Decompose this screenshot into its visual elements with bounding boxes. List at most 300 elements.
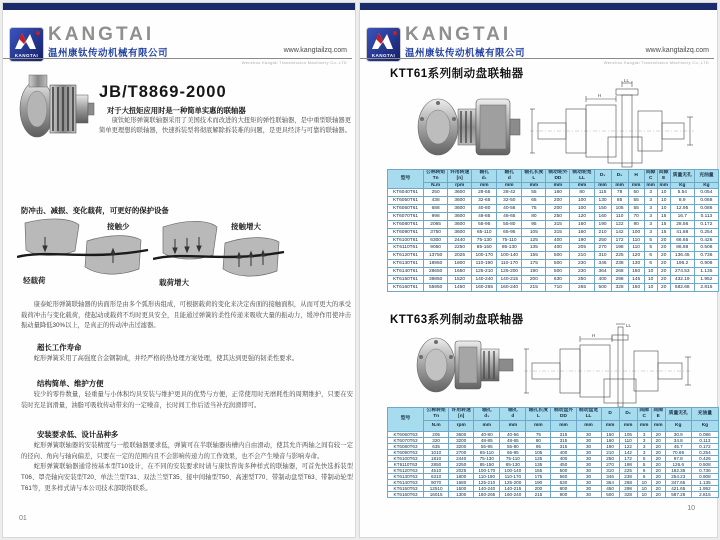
spec-cell: 3 <box>644 205 657 213</box>
spec-cell: 450 <box>601 485 619 491</box>
spec-cell: 20 <box>651 473 665 479</box>
spec-cell: 160 <box>570 228 594 236</box>
column-header: 轴孔长度 L <box>522 170 546 183</box>
spec-cell: 30 <box>576 443 601 449</box>
spec-cell: 2850 <box>424 461 449 467</box>
column-header: 间隙 E <box>651 408 665 421</box>
column-unit: mm <box>611 182 628 189</box>
spec-cell: 315 <box>546 228 570 236</box>
spec-cell: 20 <box>651 443 665 449</box>
spec-cell: 3200 <box>449 443 474 449</box>
spec-cell: 3600 <box>448 212 472 220</box>
kangtai-logo-icon <box>366 27 401 62</box>
spec-cell: 172 <box>619 455 637 461</box>
spec-cell: 0.254 <box>691 449 718 455</box>
standard-title: JB/T8869-2000 <box>99 83 227 101</box>
spec-cell: 6 <box>644 252 657 260</box>
spec-cell: 55-80 <box>500 443 526 449</box>
spec-cell: 40-80 <box>474 431 500 437</box>
spec-cell: 95 <box>522 220 546 228</box>
spec-row <box>388 268 719 276</box>
column-unit: mm <box>619 420 637 431</box>
heavy-load-diagram <box>153 213 285 297</box>
spec-cell: 500 <box>594 283 611 291</box>
spec-cell: 320 <box>424 437 449 443</box>
column-header: 轴孔长度 L <box>526 408 551 421</box>
spec-cell: 9050 <box>424 244 448 252</box>
spec-cell: 13750 <box>424 252 448 260</box>
website-link[interactable]: www.kangtailzq.com <box>645 47 709 54</box>
spec-cell: 328 <box>619 491 637 497</box>
column-unit: Kg <box>670 182 694 189</box>
ktt63-drawing <box>522 323 694 409</box>
spec-cell: 250 <box>570 276 594 284</box>
spec-cell: KT6090T61 <box>388 228 424 236</box>
spec-cell: 0.508 <box>694 244 718 252</box>
spec-cell: 200 <box>546 205 570 213</box>
kangtai-logo-icon <box>9 27 44 62</box>
spec-cell: 2250 <box>448 244 472 252</box>
spec-cell: 190 <box>570 236 594 244</box>
spec-cell: 315 <box>551 437 576 443</box>
spec-cell: 45.7 <box>665 443 691 449</box>
install-paragraph-2: 蛇形弹簧联轴器通常按基本型T10设计，在不同的安装要求时请与康钛咨询多种样式的联轴器，可首先快选拆装型T06、罩壳轴向安装型T20、单法兰型T31、双法兰型T35、接中间轴型T50、高速型T70、带制动盘型T63、带制动轮型T61等，更多样式请与本公司技术部联络联系。 <box>21 463 353 492</box>
spec-cell: 268 <box>619 479 637 485</box>
spec-cell: 400 <box>546 244 570 252</box>
spec-cell: KT6050T61 <box>388 197 424 205</box>
spec-cell: 110-190 <box>474 473 500 479</box>
spec-cell: 85 <box>611 197 628 205</box>
spec-cell: 30 <box>576 485 601 491</box>
spec-cell: 30 <box>576 437 601 443</box>
dim-label-ll: LL <box>624 79 630 83</box>
spec-cell: 125-210 <box>474 479 500 485</box>
spec-cell: 3 <box>644 197 657 205</box>
spec-cell: 238 <box>619 473 637 479</box>
standard-subtitle: 对于大扭矩应用时是一种简单实惠的联轴器 <box>107 106 246 115</box>
spec-cell: 230 <box>570 260 594 268</box>
spec-cell: 28650 <box>424 268 448 276</box>
spec-cell: KT6070T61 <box>388 212 424 220</box>
spec-cell: 20 <box>657 236 670 244</box>
spec-cell: 20 <box>657 268 670 276</box>
spec-cell: 30.9 <box>665 431 691 437</box>
spec-cell: 198 <box>611 244 628 252</box>
spec-cell: 800 <box>551 485 576 491</box>
spec-cell: 30 <box>576 455 601 461</box>
spec-cell: 135 <box>526 461 551 467</box>
spec-cell: 270 <box>594 244 611 252</box>
spec-cell: 432.19 <box>670 276 694 284</box>
spec-cell: 254.23 <box>665 473 691 479</box>
spec-cell: 70.69 <box>665 449 691 455</box>
spec-cell: 1450 <box>448 283 472 291</box>
spec-cell: 500 <box>551 467 576 473</box>
spec-cell: 100-170 <box>472 252 497 260</box>
spec-cell: 2.815 <box>694 283 718 291</box>
spec-cell: 1.135 <box>694 268 718 276</box>
spec-cell: 10 <box>657 189 670 197</box>
spec-cell: 3600 <box>448 197 472 205</box>
brand-wordmark: KANGTAI <box>405 24 512 45</box>
spec-cell: 6300 <box>424 236 448 244</box>
column-header: 充油量 <box>694 170 718 183</box>
spec-cell: 5.54 <box>670 189 694 197</box>
feature-heading: 防冲击、减振、变化载荷，可更好的保护设备 <box>21 206 169 215</box>
spec-cell: 55950 <box>424 283 448 291</box>
spec-cell: 142 <box>611 228 628 236</box>
spec-cell: 28-55 <box>472 189 497 197</box>
spec-cell: 2250 <box>449 461 474 467</box>
spec-cell: 230 <box>570 268 594 276</box>
spec-cell: 110 <box>611 212 628 220</box>
spec-cell: 70 <box>628 212 644 220</box>
spec-cell: 66.65 <box>670 236 694 244</box>
spec-cell: 1.952 <box>694 276 718 284</box>
column-header: 制动轮宽 LL <box>570 170 594 183</box>
spec-cell: 560 <box>551 473 576 479</box>
spec-cell: 0.086 <box>691 431 718 437</box>
spec-cell: KT6160T63 <box>388 491 424 497</box>
spec-cell: 2700 <box>449 449 474 455</box>
install-paragraph-1: 蛇形弹簧联轴器的安装精度与一般联轴器要求低，弹簧可在半联轴器齿槽内自由滑动，使其允许两轴之间有较一定的径向、角向与轴向偏差，只要在一定的范围内且不会影响传递力的工作效果，也不会产生噪音与影响寿命。 <box>21 442 353 460</box>
top-bar <box>360 3 717 10</box>
spec-cell: 100 <box>570 197 594 205</box>
spec-cell: 250 <box>601 455 619 461</box>
page-number-right: 10 <box>687 505 695 512</box>
spec-cell: 40-80 <box>472 205 497 213</box>
spec-cell: 3 <box>644 189 657 197</box>
spec-cell: 100-140 <box>500 467 526 473</box>
section-life-body: 蛇形弹簧采用了高强度合金钢制成，并经严格的热处理方案处理，使其达到更强的韧柔性要求。 <box>33 355 299 362</box>
spec-cell: 160 <box>546 189 570 197</box>
spec-cell: 3 <box>637 431 651 437</box>
spec-cell: 20 <box>657 244 670 252</box>
coupling-photo <box>17 73 95 143</box>
diagram-label-contact: 接触增大 <box>231 222 261 231</box>
spec-cell: 1650 <box>448 268 472 276</box>
column-header: 轴孔 d₁ <box>472 170 497 183</box>
spec-row <box>388 252 719 260</box>
spec-cell: 1800 <box>449 473 474 479</box>
spec-cell: 86.88 <box>670 244 694 252</box>
column-header: D₁ <box>594 170 611 183</box>
company-name: 温州康钛传动机械有限公司 <box>405 48 526 59</box>
spec-cell: 6 <box>644 260 657 268</box>
spec-cell: 160 <box>601 437 619 443</box>
spec-cell: 315 <box>546 220 570 228</box>
spec-cell: 3600 <box>449 431 474 437</box>
column-unit: N.m <box>424 420 449 431</box>
column-header: 轴孔 d <box>500 408 526 421</box>
spec-cell: 48-65 <box>500 437 526 443</box>
spec-cell: KT6110T61 <box>388 244 424 252</box>
spec-cell: 3600 <box>448 228 472 236</box>
page-right <box>359 2 718 538</box>
column-header: 公称转矩 Tn <box>424 408 449 421</box>
spec-cell: 10 <box>637 491 651 497</box>
spec-cell: 18950 <box>424 260 448 268</box>
spec-cell: 0.068 <box>694 197 718 205</box>
column-unit: mm <box>570 182 594 189</box>
spec-cell: 268 <box>611 268 628 276</box>
spec-cell: KT6100T61 <box>388 236 424 244</box>
company-name-en: Wenzhou Kangtai Transmission Machinery Co.,LTD <box>603 60 709 65</box>
spec-cell: 215 <box>522 283 546 291</box>
spec-cell: 40-56 <box>500 431 526 437</box>
column-unit: mm <box>500 420 526 431</box>
spec-cell: 136.45 <box>670 252 694 260</box>
spec-cell: 55-80 <box>497 220 522 228</box>
section-structure-body: 较少的零件数量，轻重量与小体积均具安装与维护更具的优势与方便，正常使用时无磨耗性的周期维护，只要在安装时充足润滑量，油脂可吸收传动带来的一定噪音，长时间工作后适当补充润滑即可。 <box>21 391 353 409</box>
spec-cell: 16.7 <box>670 212 694 220</box>
spec-cell: 175 <box>522 260 546 268</box>
column-unit: mm <box>657 182 670 189</box>
column-unit: mm <box>628 182 644 189</box>
spec-cell: 32-65 <box>472 197 497 205</box>
website-link[interactable]: www.kangtailzq.com <box>283 47 347 54</box>
spec-cell: 48-85 <box>474 437 500 443</box>
section-install-title: 安装要求低、设计品种多 <box>37 430 119 439</box>
spec-cell: 75-110 <box>500 455 526 461</box>
spec-cell: 0.508 <box>691 461 718 467</box>
spec-cell: 1810 <box>424 455 449 461</box>
column-header: 质量无孔 <box>665 408 691 421</box>
spec-cell: 12510 <box>424 485 449 491</box>
spec-cell: KT6120T63 <box>388 467 424 473</box>
column-header: 许用转速 [n] <box>448 170 472 183</box>
spec-cell: 438 <box>424 197 448 205</box>
spec-cell: 3 <box>637 443 651 449</box>
spec-cell: 55 <box>522 189 546 197</box>
spec-cell: 2440 <box>449 455 474 461</box>
column-header: 轴孔 d <box>497 170 522 183</box>
spec-cell: 122 <box>619 443 637 449</box>
spec-cell: 110 <box>619 437 637 443</box>
spec-cell: 28-42 <box>497 189 522 197</box>
column-unit: mm <box>644 182 657 189</box>
spec-cell: 500 <box>601 491 619 497</box>
spec-cell: 34.8 <box>665 437 691 443</box>
spec-cell: KT6080T63 <box>388 443 424 449</box>
spec-cell: 400 <box>594 276 611 284</box>
spec-cell: 172 <box>611 236 628 244</box>
spec-row <box>388 197 719 205</box>
column-unit: mm <box>551 420 576 431</box>
spec-cell: 200 <box>526 485 551 491</box>
spec-cell: 155 <box>522 252 546 260</box>
spec-cell: 3 <box>637 437 651 443</box>
spec-cell: 200 <box>522 276 546 284</box>
intro-paragraph: 康钛蛇形弹簧联轴器采用了美国技术而改进的大扭矩的弹性联轴器，是中重型联轴器更简单更理想的联轴器，快速拆装型将彻底解除拆装难的问题，是更具经济与可靠的联轴器。 <box>99 117 351 135</box>
section-install-body <box>21 441 353 495</box>
feature-paragraph: 康泰蛇形弹簧联轴器的齿面形是由多个弧形齿组成，可根据载荷的变化来决定齿面的接触面积，从而可更大的承受载荷冲击与变化载荷，使起动或载荷不均时更具安全，且能通过弹簧的柔性传递来吸收大量的振动力，缓冲作用使冲击振动量降低30%以上，是真正的传动冲击过滤器。 <box>21 301 351 330</box>
spec-cell: 160 <box>570 220 594 228</box>
spec-cell: 110-170 <box>500 473 526 479</box>
column-unit: rpm <box>449 420 474 431</box>
spec-cell: 298 <box>619 485 637 491</box>
spec-cell: 20 <box>657 260 670 268</box>
ktt63-title: KTT63系列制动盘联轴器 <box>390 314 524 326</box>
spec-cell: 125 <box>526 455 551 461</box>
dim-label-h: H <box>592 333 596 338</box>
spec-cell: 130 <box>628 260 644 268</box>
spec-cell: KT6130T63 <box>388 473 424 479</box>
spec-cell: 105 <box>611 205 628 213</box>
spec-cell: 20 <box>657 252 670 260</box>
spec-cell: 5 <box>637 455 651 461</box>
diagram-label-load: 轻载荷 <box>23 276 46 285</box>
spec-cell: 80 <box>526 437 551 443</box>
spec-cell: 0.113 <box>694 212 718 220</box>
spec-row <box>388 236 719 244</box>
spec-cell: 110-170 <box>497 260 522 268</box>
spec-cell: 0.736 <box>694 252 718 260</box>
spec-cell: 80 <box>522 212 546 220</box>
spec-cell: 20 <box>657 276 670 284</box>
spec-cell: 28.56 <box>670 220 694 228</box>
spec-cell: 10 <box>637 479 651 485</box>
spec-cell: 1500 <box>449 485 474 491</box>
spec-cell: 48-65 <box>497 212 522 220</box>
dim-label-ll: LL <box>626 323 632 328</box>
column-header: 间隙 E <box>658 170 669 181</box>
spec-cell: 0.054 <box>694 189 718 197</box>
logo-text: KANGTAI <box>14 53 39 58</box>
spec-cell: KT6120T61 <box>388 252 424 260</box>
spec-cell: 85-130 <box>500 461 526 467</box>
logo-text: KANGTAI <box>371 53 396 58</box>
column-header: 轴孔 d₁ <box>474 408 500 421</box>
spec-cell: 20 <box>657 283 670 291</box>
spec-cell: 3 <box>644 228 657 236</box>
spec-cell: 90 <box>628 220 644 228</box>
spec-cell: 105 <box>526 449 551 455</box>
spec-cell: KT6090T63 <box>388 449 424 455</box>
spec-cell: KT6080T61 <box>388 220 424 228</box>
spec-cell: 120 <box>570 212 594 220</box>
spec-cell: KT6150T61 <box>388 276 424 284</box>
spec-cell: 30 <box>576 449 601 455</box>
spec-cell: 100-140 <box>497 252 522 260</box>
column-unit: mm <box>651 420 665 431</box>
spec-cell: 20 <box>651 485 665 491</box>
spec-cell: 50 <box>628 189 644 197</box>
spec-table <box>387 169 719 292</box>
spec-cell: 120 <box>628 252 644 260</box>
spec-cell: 3600 <box>448 220 472 228</box>
spec-cell: 225 <box>619 467 637 473</box>
spec-cell: 900 <box>551 491 576 497</box>
spec-cell: 55 <box>628 205 644 213</box>
spec-cell: 688 <box>424 205 448 213</box>
ktt61-drawing <box>528 79 696 171</box>
spec-cell: 298 <box>611 276 628 284</box>
spec-cell: 10 <box>644 283 657 291</box>
spec-cell: 310 <box>594 252 611 260</box>
spec-cell: 20 <box>651 431 665 437</box>
column-unit: mm <box>594 182 611 189</box>
spec-cell: 150 <box>594 205 611 213</box>
spec-cell: 130 <box>594 197 611 205</box>
spec-cell: 105 <box>522 228 546 236</box>
spec-cell: 175 <box>526 473 551 479</box>
spec-cell: 15 <box>657 228 670 236</box>
spec-cell: 190 <box>601 443 619 449</box>
column-unit: mm <box>522 182 546 189</box>
spec-cell: 3 <box>644 212 657 220</box>
spec-cell: 8.9 <box>670 197 694 205</box>
spec-cell: 55 <box>628 197 644 205</box>
spec-cell: 115 <box>594 189 611 197</box>
spec-cell: 250 <box>594 236 611 244</box>
spec-cell: 364 <box>594 268 611 276</box>
spec-row <box>388 491 719 497</box>
spec-cell: 400 <box>551 455 576 461</box>
spec-cell: 65-95 <box>500 449 526 455</box>
header-divider <box>360 58 714 59</box>
spec-cell: 210 <box>594 228 611 236</box>
ktt63-spec <box>387 407 719 498</box>
spec-cell: 150 <box>601 431 619 437</box>
spec-cell: 97.8 <box>665 455 691 461</box>
spec-cell: 142 <box>619 449 637 455</box>
ktt61-title: KTT61系列制动盘联轴器 <box>390 68 524 80</box>
spec-cell: 78 <box>611 189 628 197</box>
spec-row <box>388 212 719 220</box>
column-header: 公称转矩 Tn <box>424 170 448 183</box>
spec-cell: KT6060T61 <box>388 205 424 213</box>
spec-cell: 75 <box>522 205 546 213</box>
spec-cell: 160-265 <box>474 491 500 497</box>
spec-cell: 1520 <box>448 276 472 284</box>
spec-cell: 587.26 <box>665 491 691 497</box>
column-unit: Kg <box>665 420 691 431</box>
spec-cell: 30 <box>576 431 601 437</box>
spec-cell: 5 <box>644 236 657 244</box>
spec-cell: 0.113 <box>691 437 718 443</box>
spec-cell: 80 <box>570 189 594 197</box>
spec-cell: 30 <box>576 461 601 467</box>
spec-cell: 75 <box>526 431 551 437</box>
spec-cell: 10 <box>644 268 657 276</box>
spec-cell: 3750 <box>424 228 448 236</box>
spec-cell: 630 <box>551 479 576 485</box>
spec-cell: 198 <box>619 461 637 467</box>
spec-cell: 5 <box>644 244 657 252</box>
spec-cell: 0.736 <box>691 467 718 473</box>
spec-cell: 75-130 <box>474 455 500 461</box>
spec-row <box>388 276 719 284</box>
column-header: D₂ <box>611 170 628 183</box>
spec-cell: 110-190 <box>472 260 497 268</box>
spec-cell: 125-200 <box>497 268 522 276</box>
spec-cell: 196.2 <box>670 260 694 268</box>
spec-cell: 65 <box>522 197 546 205</box>
spec-cell: 270 <box>601 461 619 467</box>
spec-cell: 30 <box>576 473 601 479</box>
spec-cell: 110 <box>628 236 644 244</box>
ktt61-photo <box>412 87 522 167</box>
column-header: 制动盘外 DD <box>551 408 576 421</box>
spec-cell: 205 <box>570 244 594 252</box>
spec-cell: 3 <box>637 449 651 455</box>
diagram-label-contact: 接触少 <box>107 222 130 231</box>
spec-cell: 500 <box>546 268 570 276</box>
brand-wordmark: KANGTAI <box>48 24 155 45</box>
spec-cell: 30 <box>576 491 601 497</box>
column-header: 间隙 C <box>645 170 656 181</box>
